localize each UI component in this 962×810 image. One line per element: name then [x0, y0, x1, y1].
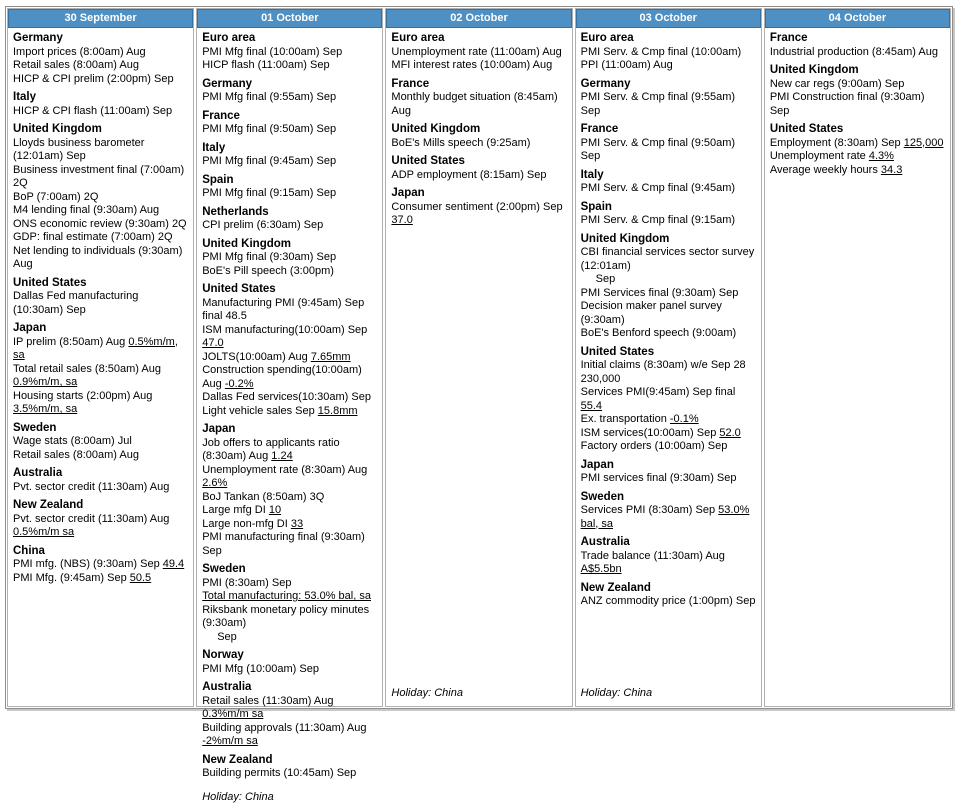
- country-heading: Australia: [202, 681, 252, 693]
- event-text: Job offers to applicants ratio (8:30am) Aug: [202, 436, 340, 462]
- event-text: BoE's Pill speech (3:00pm): [202, 264, 334, 277]
- event-text: Decision maker panel survey (9:30am): [580, 300, 722, 326]
- event-value: 50.5: [129, 571, 152, 584]
- event-text: PMI Mfg. (9:45am) Sep: [13, 571, 130, 584]
- event-text: PMI Mfg final (9:30am) Sep: [202, 251, 337, 263]
- event-item: [581, 386, 757, 413]
- event-text: PMI Mfg final (9:50am) Sep: [202, 123, 337, 135]
- event-text: PMI Mfg final (10:00am) Sep: [202, 45, 343, 58]
- event-value: 49.4: [162, 558, 185, 570]
- country-group: [13, 467, 189, 494]
- country-group: [391, 32, 567, 73]
- country-heading: United States: [769, 123, 844, 135]
- event-text: Large mfg DI: [202, 504, 269, 516]
- event-text: PMI Serv. & Cmp final (9:50am) Sep: [580, 136, 736, 162]
- event-item: [391, 137, 567, 151]
- event-value: -0.2%: [224, 377, 254, 390]
- country-heading: Euro area: [580, 32, 634, 44]
- country-group: [391, 78, 567, 119]
- event-text: Riksbank monetary policy minutes (9:30am): [202, 603, 370, 629]
- event-value: A$5.5bn: [580, 563, 622, 575]
- column-body: [197, 28, 382, 810]
- event-text: Retail sales (8:00am) Aug: [13, 59, 139, 71]
- event-item: [391, 91, 567, 118]
- event-text: Pvt. sector credit (11:30am) Aug: [13, 480, 170, 493]
- event-text: BoE's Mills speech (9:25am): [391, 136, 531, 149]
- event-text: PMI Mfg final (9:45am) Sep: [202, 155, 337, 167]
- event-text: ADP employment (8:15am) Sep: [391, 168, 547, 181]
- event-item: [202, 46, 378, 60]
- event-text: PMI mfg. (NBS) (9:30am) Sep: [13, 558, 163, 570]
- event-text: PMI Mfg (10:00am) Sep: [202, 662, 319, 675]
- event-item: [202, 663, 378, 677]
- event-item: [13, 390, 189, 417]
- country-group: [202, 32, 378, 73]
- event-item: [581, 327, 757, 341]
- event-item: [202, 604, 378, 631]
- country-heading: China: [13, 544, 45, 557]
- event-item: [13, 435, 189, 449]
- country-heading: France: [202, 109, 240, 122]
- event-value: 0.5%m/m, sa: [13, 335, 178, 361]
- country-group: [13, 422, 189, 463]
- country-group: [581, 346, 757, 454]
- event-item: [13, 363, 189, 390]
- event-text: Import prices (8:00am) Aug: [13, 45, 146, 58]
- column-header-date: 02 October: [386, 9, 571, 28]
- country-heading: Japan: [202, 423, 236, 435]
- event-item: [581, 504, 757, 531]
- event-item: [581, 137, 757, 164]
- country-group: [13, 277, 189, 318]
- event-text: BoE's Benford speech (9:00am): [580, 327, 737, 339]
- country-group: [581, 169, 757, 196]
- event-item: [13, 218, 189, 232]
- country-group: [770, 32, 946, 59]
- country-group: [391, 187, 567, 228]
- holiday-note: Holiday: China: [202, 790, 274, 803]
- country-group: [581, 491, 757, 532]
- event-item: [13, 449, 189, 463]
- column-body: [8, 28, 193, 706]
- event-item: [202, 590, 378, 604]
- country-group: [581, 123, 757, 164]
- country-heading: Sweden: [202, 563, 246, 575]
- event-item: [202, 297, 378, 324]
- day-column-2: [196, 8, 383, 803]
- event-text: Total retail sales (8:50am) Aug: [13, 362, 161, 375]
- event-value: Total manufacturing: 53.0% bal, sa: [202, 590, 371, 602]
- event-text: Unemployment rate (11:00am) Aug: [391, 45, 562, 58]
- event-text: ISM manufacturing(10:00am) Sep: [202, 323, 368, 336]
- country-heading: France: [769, 32, 808, 44]
- country-heading: Germany: [202, 77, 253, 90]
- event-text: PMI Serv. & Cmp final (9:15am): [580, 214, 736, 226]
- event-item: [581, 300, 757, 327]
- event-item: [13, 46, 189, 60]
- event-text: PMI Construction final (9:30am) Sep: [769, 91, 925, 117]
- event-value: 47.0: [202, 337, 224, 349]
- event-item: [581, 472, 757, 486]
- event-item: [13, 137, 189, 164]
- country-group: [13, 545, 189, 586]
- event-value: 0.3%m/m sa: [202, 708, 264, 720]
- event-item: [581, 440, 757, 454]
- event-item: [202, 155, 378, 169]
- event-text: JOLTS(10:00am) Aug: [202, 350, 311, 363]
- event-text: Employment (8:30am) Sep: [769, 136, 904, 149]
- country-group: [13, 32, 189, 86]
- country-heading: United Kingdom: [13, 123, 102, 135]
- event-text: PMI Services final (9:30am) Sep: [580, 286, 739, 299]
- country-group: [13, 123, 189, 272]
- event-item: [13, 290, 189, 317]
- event-text: Initial claims (8:30am) w/e Sep 28 230,000: [580, 359, 746, 385]
- event-text: Factory orders (10:00am) Sep: [580, 440, 728, 452]
- event-text: CPI prelim (6:30am) Sep: [202, 219, 324, 231]
- event-text: ISM services(10:00am) Sep: [580, 426, 720, 439]
- event-item: [202, 491, 378, 505]
- event-text: Services PMI(9:45am) Sep final: [580, 386, 736, 398]
- country-group: [202, 238, 378, 279]
- country-group: [391, 155, 567, 182]
- event-text: HICP & CPI prelim (2:00pm) Sep: [13, 72, 174, 85]
- country-group: [581, 233, 757, 341]
- column-header-date: 03 October: [576, 9, 761, 28]
- event-item: [581, 413, 757, 427]
- event-item: [202, 59, 378, 73]
- event-item: [770, 137, 946, 151]
- event-text: Ex. transportation: [580, 413, 670, 425]
- event-item: [581, 550, 757, 577]
- country-group: [581, 32, 757, 73]
- event-text: IP prelim (8:50am) Aug: [13, 335, 129, 348]
- event-text: Building permits (10:45am) Sep: [202, 767, 357, 779]
- event-text: Trade balance (11:30am) Aug: [580, 549, 725, 562]
- event-item: [581, 91, 757, 118]
- country-heading: New Zealand: [13, 499, 84, 511]
- event-item: [581, 182, 757, 196]
- country-heading: Spain: [202, 173, 234, 186]
- country-group: [202, 563, 378, 644]
- event-item: [202, 187, 378, 201]
- event-item: [202, 251, 378, 265]
- event-text: Average weekly hours: [769, 163, 881, 176]
- event-item: [581, 359, 757, 386]
- event-text: Services PMI (8:30am) Sep: [580, 504, 719, 516]
- holiday-note: Holiday: China: [391, 686, 463, 699]
- event-item: [770, 150, 946, 164]
- event-value: 55.4: [580, 399, 603, 412]
- event-item: [202, 364, 378, 391]
- event-value: 0.5%m/m sa: [13, 526, 75, 538]
- country-group: [202, 283, 378, 418]
- day-column-5: [764, 8, 951, 707]
- country-heading: Australia: [580, 536, 630, 548]
- event-value: 37.0: [391, 214, 413, 226]
- event-text: Large non-mfg DI: [202, 517, 291, 530]
- event-text: Net lending to individuals (9:30am) Aug: [13, 244, 183, 270]
- country-group: [581, 78, 757, 119]
- country-group: [770, 64, 946, 118]
- country-group: [581, 582, 757, 609]
- event-value: -2%m/m sa: [202, 735, 258, 747]
- event-item: [13, 231, 189, 245]
- event-item: [581, 46, 757, 60]
- event-text: PMI Mfg final (9:55am) Sep: [202, 91, 337, 103]
- country-heading: Norway: [202, 649, 244, 661]
- event-continuation: Sep: [595, 273, 616, 285]
- column-header-date: 30 September: [8, 9, 193, 28]
- event-text: BoP (7:00am) 2Q: [13, 190, 99, 203]
- event-item: [770, 46, 946, 60]
- country-heading: France: [580, 123, 619, 135]
- event-value: 4.3%: [868, 150, 894, 162]
- event-value: 15.8mm: [317, 404, 358, 417]
- event-item: [13, 164, 189, 191]
- event-item: [391, 59, 567, 73]
- event-text: PMI Serv. & Cmp final (10:00am): [580, 45, 742, 58]
- event-item: [202, 695, 378, 722]
- event-item: [202, 324, 378, 351]
- country-heading: United States: [13, 276, 87, 289]
- country-heading: Japan: [13, 322, 47, 334]
- column-header-date: 01 October: [197, 9, 382, 28]
- event-item: [13, 572, 189, 586]
- event-item: [581, 246, 757, 273]
- event-value: 2.6%: [202, 477, 228, 489]
- country-group: [202, 423, 378, 558]
- event-item: [202, 518, 378, 532]
- event-item: [13, 59, 189, 73]
- event-text: Housing starts (2:00pm) Aug: [13, 389, 153, 402]
- event-text: M4 lending final (9:30am) Aug: [13, 204, 160, 216]
- event-text: HICP flash (11:00am) Sep: [202, 59, 330, 71]
- economic-calendar: [5, 6, 953, 803]
- column-body: [576, 28, 761, 706]
- country-heading: United States: [202, 283, 276, 295]
- event-item: [13, 336, 189, 363]
- event-text: MFI interest rates (10:00am) Aug: [391, 59, 553, 71]
- country-heading: United States: [391, 155, 465, 167]
- event-text: Business investment final (7:00am) 2Q: [13, 163, 185, 189]
- country-heading: Australia: [13, 467, 63, 479]
- event-item: [202, 437, 378, 464]
- country-group: [13, 91, 189, 118]
- event-item: [202, 391, 378, 405]
- event-text: PPI (11:00am) Aug: [580, 59, 673, 71]
- event-item: [581, 59, 757, 73]
- event-text: Unemployment rate (8:30am) Aug: [202, 463, 368, 476]
- country-heading: Euro area: [202, 32, 256, 44]
- country-group: [202, 78, 378, 105]
- country-heading: Italy: [580, 168, 604, 181]
- country-heading: Netherlands: [202, 205, 269, 218]
- event-text: Consumer sentiment (2:00pm) Sep: [391, 200, 563, 213]
- country-group: [13, 499, 189, 540]
- country-group: [202, 754, 378, 781]
- event-item: [13, 191, 189, 205]
- event-value: 34.3: [880, 163, 903, 176]
- event-item: [202, 405, 378, 419]
- event-text: Construction spending(10:00am) Aug: [202, 364, 362, 390]
- event-item: [13, 73, 189, 87]
- event-item: [13, 481, 189, 495]
- country-group: [581, 201, 757, 228]
- country-heading: France: [391, 77, 430, 90]
- country-group: [13, 322, 189, 417]
- event-text: Monthly budget situation (8:45am) Aug: [391, 91, 558, 117]
- event-item: [202, 531, 378, 558]
- day-column-1: [7, 8, 194, 707]
- country-heading: Euro area: [391, 32, 445, 44]
- event-text: Dallas Fed manufacturing (10:30am) Sep: [13, 290, 139, 316]
- country-heading: United Kingdom: [580, 232, 670, 245]
- event-text: PMI Serv. & Cmp final (9:45am): [580, 182, 736, 194]
- country-heading: United States: [580, 345, 655, 358]
- event-text: GDP: final estimate (7:00am) 2Q: [13, 231, 173, 243]
- event-text: Manufacturing PMI (9:45am) Sep final 48.5: [202, 296, 365, 322]
- event-text: Pvt. sector credit (11:30am) Aug: [13, 512, 170, 525]
- event-item: [202, 91, 378, 105]
- event-value: 7.65mm: [310, 350, 351, 363]
- event-item: [202, 265, 378, 279]
- event-text: Retail sales (11:30am) Aug: [202, 694, 334, 707]
- event-item: [202, 767, 378, 781]
- country-heading: Italy: [13, 91, 37, 103]
- event-item: [581, 287, 757, 301]
- event-value: 33: [290, 517, 304, 530]
- country-group: [202, 142, 378, 169]
- event-text: Wage stats (8:00am) Jul: [13, 435, 132, 447]
- country-heading: Japan: [391, 187, 425, 199]
- event-item: [581, 595, 757, 609]
- event-text: Retail sales (8:00am) Aug: [13, 448, 139, 461]
- event-text: CBI financial services sector survey (12:01am): [580, 246, 755, 272]
- column-body: [386, 28, 571, 706]
- column-body: [765, 28, 950, 706]
- country-group: [581, 536, 757, 577]
- event-text: HICP & CPI flash (11:00am) Sep: [13, 104, 173, 117]
- event-text: ONS economic review (9:30am) 2Q: [13, 217, 187, 230]
- event-value: 53.0% bal, sa: [580, 504, 750, 530]
- country-group: [202, 649, 378, 676]
- event-item: [202, 464, 378, 491]
- event-text: Industrial production (8:45am) Aug: [769, 45, 938, 58]
- country-heading: New Zealand: [202, 753, 273, 766]
- event-text: Light vehicle sales Sep: [202, 404, 318, 417]
- event-text: PMI (8:30am) Sep: [202, 576, 292, 589]
- event-item: [581, 214, 757, 228]
- event-value: 0.9%m/m, sa: [13, 376, 78, 388]
- event-item: [202, 504, 378, 518]
- country-heading: Spain: [580, 200, 612, 213]
- event-item: [391, 46, 567, 60]
- country-group: [581, 459, 757, 486]
- event-item: [391, 201, 567, 228]
- country-heading: Sweden: [580, 490, 625, 503]
- country-group: [202, 681, 378, 749]
- day-column-3: [385, 8, 572, 707]
- event-value: 10: [268, 504, 282, 516]
- event-text: Unemployment rate: [769, 150, 869, 162]
- event-item: [13, 204, 189, 218]
- event-item: [770, 164, 946, 178]
- event-text: Dallas Fed services(10:30am) Sep: [202, 391, 371, 403]
- event-item: [13, 105, 189, 119]
- event-text: New car regs (9:00am) Sep: [769, 77, 905, 90]
- event-text: Building approvals (11:30am) Aug: [202, 721, 367, 734]
- event-continuation: Sep: [217, 630, 237, 643]
- event-value: -0.1%: [669, 413, 699, 425]
- country-heading: Italy: [202, 141, 226, 154]
- event-item: [13, 513, 189, 540]
- event-item: [391, 169, 567, 183]
- event-item: [202, 577, 378, 591]
- event-item: [770, 78, 946, 92]
- event-item: [581, 427, 757, 441]
- event-text: ANZ commodity price (1:00pm) Sep: [580, 595, 756, 607]
- country-heading: United Kingdom: [391, 123, 481, 135]
- country-heading: Sweden: [13, 421, 57, 434]
- country-group: [770, 123, 946, 177]
- event-item: [13, 245, 189, 272]
- country-group: [202, 206, 378, 233]
- event-text: PMI manufacturing final (9:30am) Sep: [202, 531, 365, 557]
- country-group: [391, 123, 567, 150]
- event-text: Lloyds business barometer (12:01am) Sep: [13, 136, 145, 162]
- event-text: PMI services final (9:30am) Sep: [580, 472, 737, 484]
- country-heading: Germany: [13, 32, 63, 44]
- country-heading: United Kingdom: [769, 64, 859, 76]
- event-item: [202, 123, 378, 137]
- column-header-date: 04 October: [765, 9, 950, 28]
- event-item: [202, 722, 378, 749]
- country-heading: New Zealand: [580, 581, 651, 594]
- country-heading: United Kingdom: [202, 237, 291, 250]
- event-text: PMI Mfg final (9:15am) Sep: [202, 187, 337, 199]
- event-text: BoJ Tankan (8:50am) 3Q: [202, 490, 325, 503]
- country-group: [202, 110, 378, 137]
- event-value: 3.5%m/m, sa: [13, 403, 78, 415]
- event-item: [202, 351, 378, 365]
- event-text: PMI Serv. & Cmp final (9:55am) Sep: [580, 91, 736, 117]
- holiday-note: Holiday: China: [580, 686, 653, 699]
- country-heading: Japan: [580, 458, 614, 471]
- event-value: 125,000: [903, 136, 944, 149]
- country-heading: Germany: [580, 77, 631, 90]
- event-value: 52.0: [719, 426, 741, 439]
- event-item: [202, 219, 378, 233]
- event-item: [13, 558, 189, 572]
- event-value: 1.24: [271, 450, 293, 462]
- event-item: [770, 91, 946, 118]
- day-column-4: [575, 8, 762, 707]
- country-group: [202, 174, 378, 201]
